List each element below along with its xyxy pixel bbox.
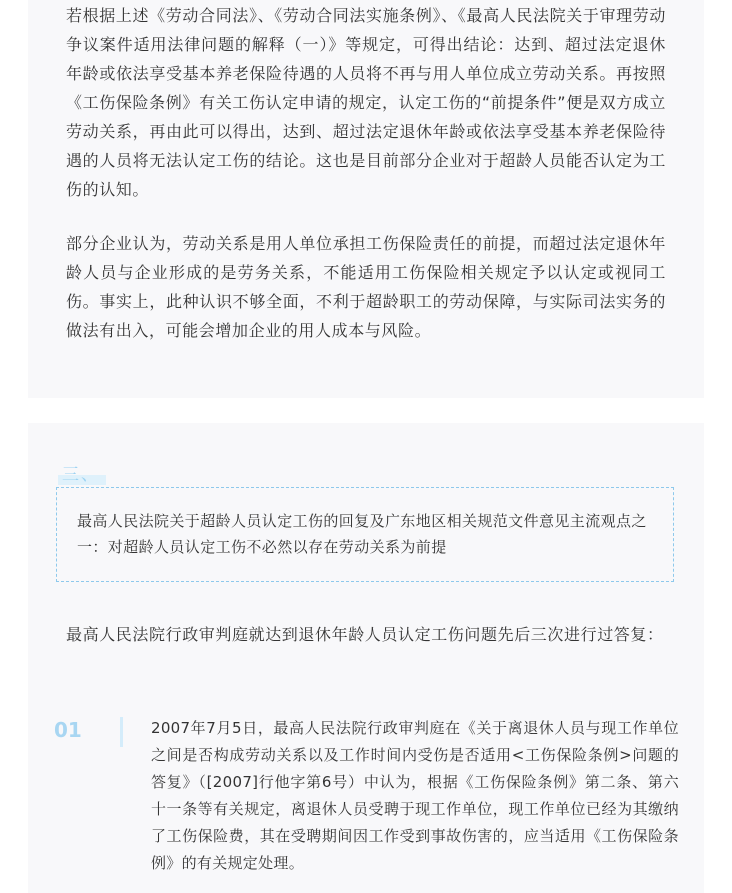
body-paragraph: 若根据上述《劳动合同法》、《劳动合同法实施条例》、《最高人民法院关于审理劳动争议案件适用法律问题的解释（一）》等规定，可得出结论：达到、超过法定退休年龄或依法享受基本养老保险待遇的人员将不再与用人单位成立劳动关系。再按照《工伤保险条例》有关工伤认定申请的规定，认定工伤的“前提条件”便是双方成立劳动关系，再由此可以得出，达到、超过法定退休年龄或依法享受基本养老保险待遇的人员将无法认定工伤的结论。这也是目前部分企业对于超龄人员能否认定为工伤的认知。 [66,6,666,199]
intro-paragraph: 最高人民法院行政审判庭就达到退休年龄人员认定工伤问题先后三次进行过答复： [66,625,664,644]
list-item-divider [120,717,123,747]
list-item-text: 2007年7月5日，最高人民法院行政审判庭在《关于离退休人员与现工作单位之间是否构成劳动关系以及工作时间内受伤是否适用<工伤保险条例>问题的答复》（[2007]行他字第6号）中认为，根据《工伤保险条例》第二条、第六十一条等有关规定，离退休人员受聘于现工作单位，现工作单位已经为其缴纳了工伤保险费，其在受聘期间因工作受到事故伤害的，应当适用《工伤保险条例》的有关规定处理。 [151,719,679,872]
section-number: 三、 [62,465,100,485]
section-heading: 最高人民法院关于超龄人员认定工伤的回复及广东地区相关规范文件意见主流观点之一：对超龄人员认定工伤不必然以存在劳动关系为前提 [77,512,647,556]
body-paragraph: 部分企业认为，劳动关系是用人单位承担工伤保险责任的前提，而超过法定退休年龄人员与企业形成的是劳务关系，不能适用工伤保险相关规定予以认定或视同工伤。事实上，此种认识不够全面，不利于超龄职工的劳动保障，与实际司法实务的做法有出入，可能会增加企业的用人成本与风险。 [66,234,666,340]
list-item-number: 01 [54,718,82,742]
article-section-card [28,0,704,398]
section-heading-box [56,487,674,582]
article-section-card [28,423,704,893]
